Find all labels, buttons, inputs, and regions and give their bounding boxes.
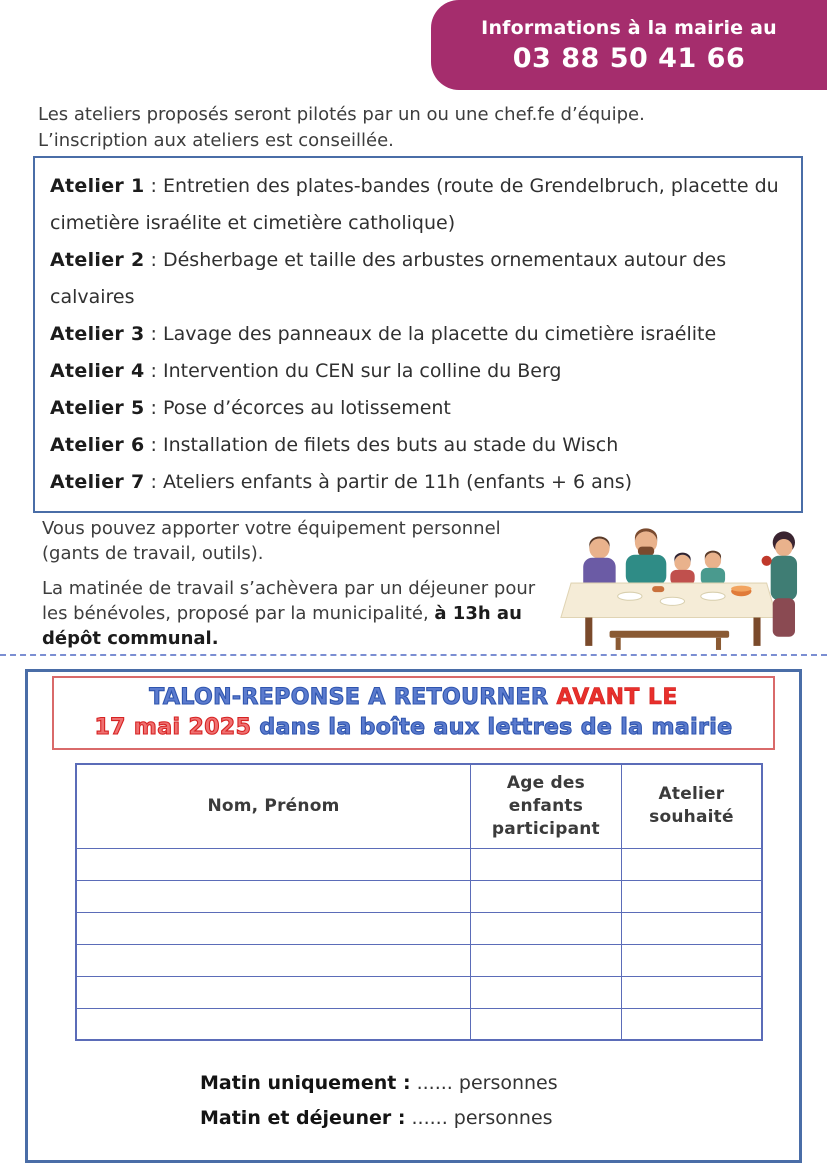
table-cell [621,848,762,880]
table-cell [470,912,621,944]
colon-separator: : [144,471,163,493]
atelier-item-4 [50,353,786,390]
intro-line-2: L’inscription aux ateliers est conseillée. [38,130,394,151]
equipment-note: Vous pouvez apporter votre équipement personnel (gants de travail, outils). [42,518,501,564]
table-cell [621,976,762,1008]
atelier-description: Ateliers enfants à partir de 11h (enfants + 6 ans) [162,471,633,493]
lunch-note [42,576,542,651]
table-cell [470,1008,621,1040]
badge-phone-number: 03 88 50 41 66 [512,42,746,74]
table-cell [76,976,470,1008]
atelier-description: Intervention du CEN sur la colline du Berg [162,360,562,382]
atelier-description: Désherbage et taille des arbustes ornementaux autour des calvaires [50,249,727,308]
table-cell [76,912,470,944]
ateliers-box [33,156,803,513]
reply-title-part2: AVANT LE [556,685,678,710]
notes-text [42,516,542,651]
reply-table [75,763,763,1041]
morning-only-label: Matin uniquement : [200,1072,411,1094]
lunch-note-bold: à 13h au dépôt communal. [42,603,522,649]
atelier-label: Atelier 5 [50,397,145,419]
morning-only-line [200,1066,558,1101]
atelier-label: Atelier 7 [50,471,145,493]
atelier-description: Pose d’écorces au lotissement [162,397,451,419]
morning-only-value: ...... personnes [410,1072,558,1094]
table-cell [621,880,762,912]
colon-separator: : [144,360,163,382]
atelier-item-7 [50,464,786,501]
atelier-item-5 [50,390,786,427]
lunch-note-text: La matinée de travail s’achèvera par un déjeuner pour les bénévoles, proposé par la municipalité, [42,578,536,624]
table-row [76,848,762,880]
atelier-description: Installation de filets des buts au stade du Wisch [162,434,619,456]
atelier-label: Atelier 1 [50,175,145,197]
table-row [76,880,762,912]
table-cell [621,912,762,944]
colon-separator: : [144,323,163,345]
reply-title-date: 17 mai 2025 [94,715,252,740]
atelier-description: Entretien des plates-bandes (route de Grendelbruch, placette du cimetière israélite et cimetière catholique) [50,175,779,234]
table-row [76,976,762,1008]
header-atelier-souhaite: Atelier souhaité [621,764,762,848]
table-row [76,1008,762,1040]
dashed-cut-line [0,654,827,656]
intro-text [38,102,645,154]
atelier-label: Atelier 6 [50,434,145,456]
colon-separator: : [144,249,163,271]
table-cell [470,880,621,912]
atelier-item-1 [50,168,786,242]
table-cell [76,848,470,880]
intro-line-1: Les ateliers proposés seront pilotés par un ou une chef.fe d’équipe. [38,104,645,125]
table-row [76,912,762,944]
colon-separator: : [144,175,163,197]
atelier-item-6 [50,427,786,464]
table-cell [621,1008,762,1040]
morning-lunch-value: ...... personnes [405,1107,553,1129]
reply-title-part4: dans la boîte aux lettres de la mairie [251,715,733,740]
table-cell [76,944,470,976]
atelier-label: Atelier 4 [50,360,145,382]
table-cell [470,848,621,880]
colon-separator: : [144,397,163,419]
table-cell [76,1008,470,1040]
header-nom-prenom: Nom, Prénom [76,764,470,848]
morning-lunch-line [200,1101,558,1136]
info-badge [431,0,827,90]
atelier-label: Atelier 3 [50,323,145,345]
table-cell [621,944,762,976]
atelier-item-2 [50,242,786,316]
header-age-enfants: Age des enfants participant [470,764,621,848]
table-header-row [76,764,762,848]
morning-lunch-label: Matin et déjeuner : [200,1107,406,1129]
atelier-label: Atelier 2 [50,249,145,271]
table-cell [76,880,470,912]
badge-text: Informations à la mairie au [481,16,777,39]
reply-title [52,676,775,750]
atelier-description: Lavage des panneaux de la placette du cimetière israélite [162,323,717,345]
atelier-item-3 [50,316,786,353]
family-meal-illustration [558,502,803,654]
table-cell [470,944,621,976]
reply-title-part1: TALON-REPONSE A RETOURNER [149,685,557,710]
table-row [76,944,762,976]
colon-separator: : [144,434,163,456]
table-cell [470,976,621,1008]
attendance-lines [200,1066,558,1136]
